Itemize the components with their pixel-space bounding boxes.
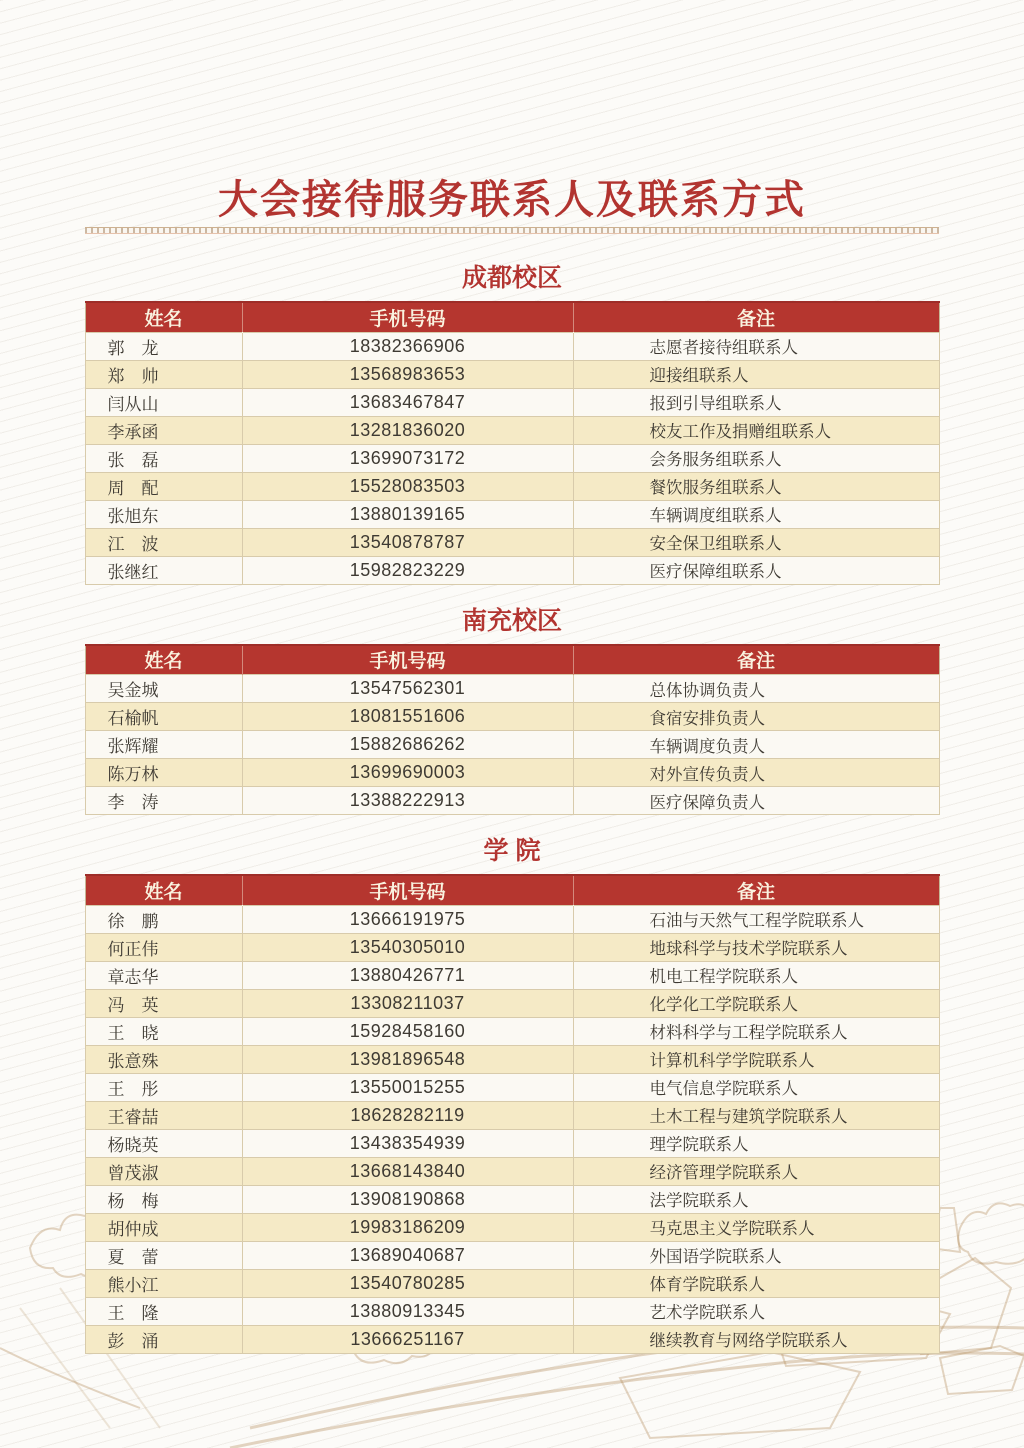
table-row	[85, 989, 939, 1017]
contact-table	[85, 874, 940, 1354]
table-row	[85, 1101, 939, 1129]
phone-cell: 13683467847	[242, 388, 573, 416]
note-cell: 食宿安排负责人	[573, 703, 939, 731]
phone-cell: 13388222913	[242, 787, 573, 815]
note-cell: 医疗保障负责人	[573, 787, 939, 815]
name-cell: 曾茂淑	[85, 1157, 242, 1185]
name-cell: 冯 英	[85, 989, 242, 1017]
table-row	[85, 1129, 939, 1157]
note-cell: 志愿者接待组联系人	[573, 332, 939, 360]
table-row	[85, 905, 939, 933]
note-cell: 继续教育与网络学院联系人	[573, 1325, 939, 1353]
phone-cell: 13689040687	[242, 1241, 573, 1269]
note-cell: 石油与天然气工程学院联系人	[573, 905, 939, 933]
phone-cell: 13540878787	[242, 528, 573, 556]
table-row	[85, 556, 939, 584]
table-row	[85, 360, 939, 388]
table-row	[85, 933, 939, 961]
name-cell: 胡仲成	[85, 1213, 242, 1241]
phone-cell: 13540305010	[242, 933, 573, 961]
name-cell: 熊小江	[85, 1269, 242, 1297]
name-cell: 张旭东	[85, 500, 242, 528]
table-row	[85, 1297, 939, 1325]
note-cell: 总体协调负责人	[573, 675, 939, 703]
phone-cell: 15928458160	[242, 1017, 573, 1045]
table-row	[85, 500, 939, 528]
note-cell: 计算机科学学院联系人	[573, 1045, 939, 1073]
name-cell: 石榆帆	[85, 703, 242, 731]
table-row	[85, 1213, 939, 1241]
name-cell: 王睿喆	[85, 1101, 242, 1129]
phone-cell: 13666251167	[242, 1325, 573, 1353]
note-cell: 地球科学与技术学院联系人	[573, 933, 939, 961]
name-cell: 周 配	[85, 472, 242, 500]
phone-cell: 13668143840	[242, 1157, 573, 1185]
column-header: 备注	[573, 302, 939, 332]
contact-table	[85, 644, 940, 816]
name-cell: 吴金城	[85, 675, 242, 703]
note-cell: 迎接组联系人	[573, 360, 939, 388]
phone-cell: 18628282119	[242, 1101, 573, 1129]
contact-section	[0, 606, 1024, 816]
name-cell: 杨 梅	[85, 1185, 242, 1213]
table-header-row	[85, 302, 939, 332]
phone-cell: 13547562301	[242, 675, 573, 703]
phone-cell: 15528083503	[242, 472, 573, 500]
note-cell: 安全保卫组联系人	[573, 528, 939, 556]
note-cell: 车辆调度组联系人	[573, 500, 939, 528]
phone-cell: 13438354939	[242, 1129, 573, 1157]
name-cell: 张意殊	[85, 1045, 242, 1073]
table-row	[85, 731, 939, 759]
name-cell: 李承函	[85, 416, 242, 444]
note-cell: 艺术学院联系人	[573, 1297, 939, 1325]
name-cell: 郭 龙	[85, 332, 242, 360]
note-cell: 马克思主义学院联系人	[573, 1213, 939, 1241]
sections-container	[0, 266, 1024, 1354]
name-cell: 李 涛	[85, 787, 242, 815]
name-cell: 王 彤	[85, 1073, 242, 1101]
phone-cell: 15882686262	[242, 731, 573, 759]
name-cell: 张继红	[85, 556, 242, 584]
table-row	[85, 1045, 939, 1073]
name-cell: 江 波	[85, 528, 242, 556]
table-row	[85, 675, 939, 703]
note-cell: 医疗保障组联系人	[573, 556, 939, 584]
table-row	[85, 332, 939, 360]
column-header: 姓名	[85, 875, 242, 905]
phone-cell: 13880913345	[242, 1297, 573, 1325]
phone-cell: 13880139165	[242, 500, 573, 528]
table-row	[85, 472, 939, 500]
note-cell: 会务服务组联系人	[573, 444, 939, 472]
note-cell: 餐饮服务组联系人	[573, 472, 939, 500]
phone-cell: 13880426771	[242, 961, 573, 989]
note-cell: 对外宣传负责人	[573, 759, 939, 787]
phone-cell: 13550015255	[242, 1073, 573, 1101]
name-cell: 闫从山	[85, 388, 242, 416]
column-header: 手机号码	[242, 875, 573, 905]
note-cell: 材料科学与工程学院联系人	[573, 1017, 939, 1045]
name-cell: 王 隆	[85, 1297, 242, 1325]
name-cell: 郑 帅	[85, 360, 242, 388]
phone-cell: 13540780285	[242, 1269, 573, 1297]
table-row	[85, 528, 939, 556]
table-header-row	[85, 645, 939, 675]
column-header: 手机号码	[242, 302, 573, 332]
name-cell: 何正伟	[85, 933, 242, 961]
table-row	[85, 1241, 939, 1269]
name-cell: 陈万林	[85, 759, 242, 787]
note-cell: 车辆调度负责人	[573, 731, 939, 759]
note-cell: 经济管理学院联系人	[573, 1157, 939, 1185]
note-cell: 体育学院联系人	[573, 1269, 939, 1297]
column-header: 姓名	[85, 645, 242, 675]
name-cell: 夏 蕾	[85, 1241, 242, 1269]
section-title: 成都校区	[461, 264, 562, 292]
name-cell: 彭 涌	[85, 1325, 242, 1353]
phone-cell: 13308211037	[242, 989, 573, 1017]
phone-cell: 18081551606	[242, 703, 573, 731]
table-row	[85, 1185, 939, 1213]
phone-cell: 13666191975	[242, 905, 573, 933]
contact-section	[0, 839, 1024, 1354]
phone-cell: 18382366906	[242, 332, 573, 360]
column-header: 手机号码	[242, 645, 573, 675]
phone-cell: 19983186209	[242, 1213, 573, 1241]
table-row	[85, 1157, 939, 1185]
name-cell: 张辉耀	[85, 731, 242, 759]
note-cell: 机电工程学院联系人	[573, 961, 939, 989]
note-cell: 校友工作及捐赠组联系人	[573, 416, 939, 444]
table-header-row	[85, 875, 939, 905]
page-title: 大会接待服务联系人及联系方式	[218, 178, 806, 222]
name-cell: 张 磊	[85, 444, 242, 472]
name-cell: 杨晓英	[85, 1129, 242, 1157]
phone-cell: 13699073172	[242, 444, 573, 472]
table-row	[85, 961, 939, 989]
table-row	[85, 416, 939, 444]
phone-cell: 15982823229	[242, 556, 573, 584]
table-row	[85, 787, 939, 815]
table-row	[85, 388, 939, 416]
name-cell: 徐 鹏	[85, 905, 242, 933]
phone-cell: 13981896548	[242, 1045, 573, 1073]
name-cell: 章志华	[85, 961, 242, 989]
note-cell: 法学院联系人	[573, 1185, 939, 1213]
table-row	[85, 1073, 939, 1101]
table-row	[85, 444, 939, 472]
column-header: 姓名	[85, 302, 242, 332]
section-title: 学 院	[483, 837, 541, 865]
note-cell: 报到引导组联系人	[573, 388, 939, 416]
note-cell: 理学院联系人	[573, 1129, 939, 1157]
section-title: 南充校区	[461, 606, 562, 635]
decorative-rule	[85, 227, 939, 234]
phone-cell: 13908190868	[242, 1185, 573, 1213]
name-cell: 王 晓	[85, 1017, 242, 1045]
phone-cell: 13699690003	[242, 759, 573, 787]
note-cell: 电气信息学院联系人	[573, 1073, 939, 1101]
contact-table	[85, 301, 940, 585]
phone-cell: 13568983653	[242, 360, 573, 388]
column-header: 备注	[573, 645, 939, 675]
note-cell: 化学化工学院联系人	[573, 989, 939, 1017]
table-row	[85, 1017, 939, 1045]
column-header: 备注	[573, 875, 939, 905]
note-cell: 外国语学院联系人	[573, 1241, 939, 1269]
phone-cell: 13281836020	[242, 416, 573, 444]
table-row	[85, 703, 939, 731]
contact-section	[0, 266, 1024, 585]
table-row	[85, 1325, 939, 1353]
table-row	[85, 759, 939, 787]
table-row	[85, 1269, 939, 1297]
note-cell: 土木工程与建筑学院联系人	[573, 1101, 939, 1129]
